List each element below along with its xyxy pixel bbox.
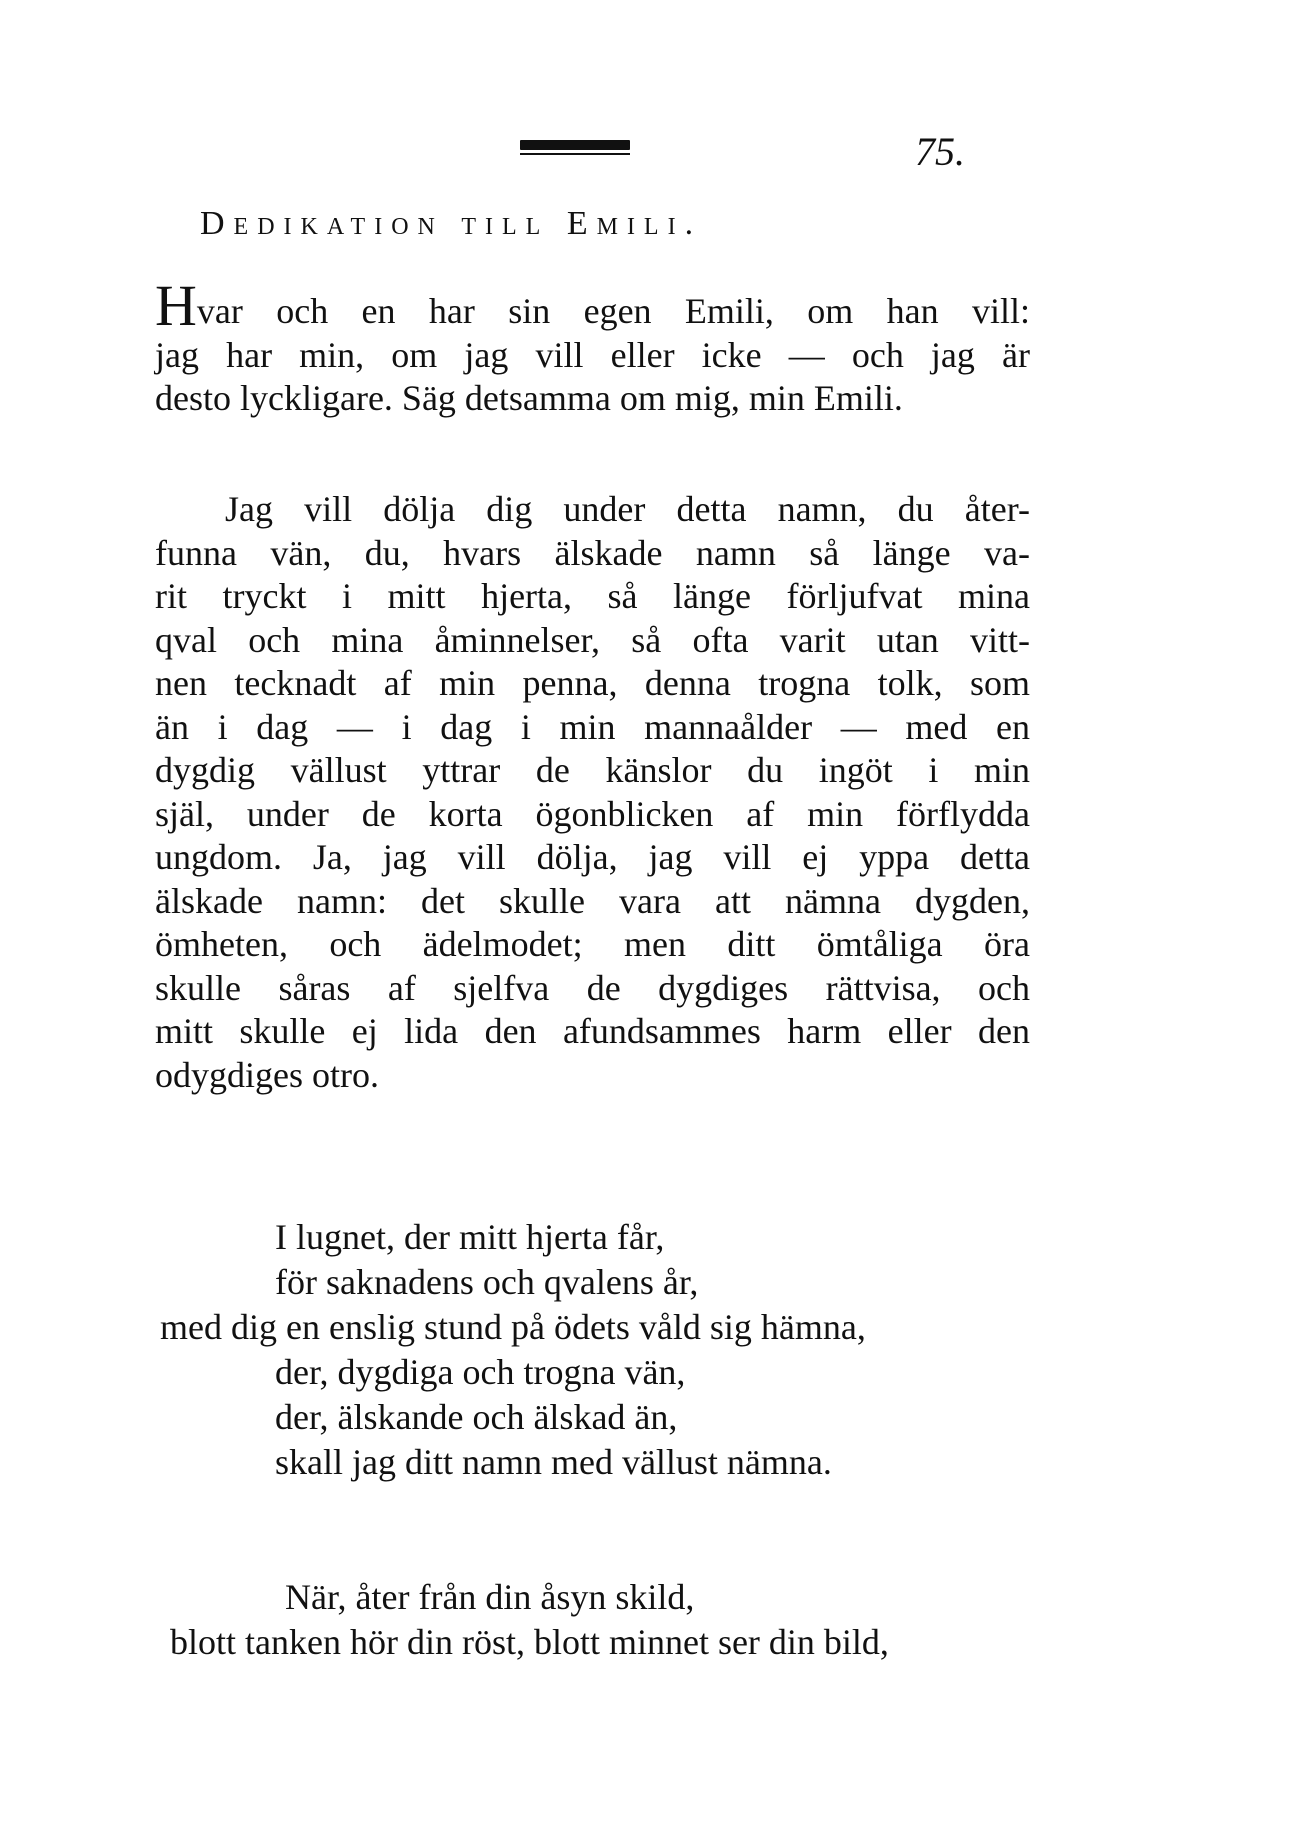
paragraph-line: funna vän, du, hvars älskade namn så länge va-: [155, 532, 1030, 573]
paragraph-line: rit tryckt i mitt hjerta, så länge förljufvat mina: [155, 576, 1030, 616]
page-title: Dedikation till Emili.: [200, 205, 703, 242]
paragraph-line: desto lyckligare. Säg detsamma om mig, min Emili.: [155, 378, 903, 418]
poem-stanza-1: [160, 1215, 1060, 1485]
paragraph-line: ungdom. Ja, jag vill dölja, jag vill ej yppa detta: [155, 837, 1030, 877]
paragraph-line: Hvar och en har sin egen Emili, om han vill:: [155, 273, 1030, 338]
paragraph-line: nen tecknadt af min penna, denna trogna tolk, som: [155, 663, 1030, 703]
paragraph-line: än i dag — i dag i min mannaålder — med en: [155, 706, 1030, 747]
poem-line: med dig en enslig stund på ödets våld sig hämna,: [160, 1307, 866, 1347]
poem-line: der, dygdiga och trogna vän,: [275, 1352, 686, 1392]
paragraph-line: skulle såras af sjelfva de dygdiges rättvisa, och: [155, 967, 1030, 1008]
paragraph-line: qval och mina åminnelser, så ofta varit utan vitt-: [155, 619, 1030, 660]
poem-line: I lugnet, der mitt hjerta får,: [275, 1217, 665, 1257]
paragraph-line: själ, under de korta ögonblicken af min förflydda: [155, 793, 1030, 834]
paragraph-line: älskade namn: det skulle vara att nämna dygden,: [155, 880, 1030, 921]
paragraph-line: dygdig vällust yttrar de känslor du ingöt i min: [155, 750, 1030, 790]
page-number: 75.: [915, 129, 965, 174]
paragraph-line: jag har min, om jag vill eller icke — och jag är: [155, 334, 1030, 375]
paragraph-1: [155, 273, 1030, 421]
drop-cap: H: [155, 273, 197, 338]
paragraph-2: [155, 488, 1030, 1097]
paragraph-line: odygdiges otro.: [155, 1054, 379, 1095]
paragraph-line: Jag vill dölja dig under detta namn, du åter-: [225, 489, 1030, 529]
poem-line: blott tanken hör din röst, blott minnet ser din bild,: [170, 1622, 889, 1662]
poem-line: för saknadens och qvalens år,: [275, 1262, 699, 1302]
header-rule: [520, 140, 630, 150]
poem-stanza-2: [170, 1575, 1070, 1665]
paragraph-line: ömheten, och ädelmodet; men ditt ömtåliga öra: [155, 924, 1030, 964]
paragraph-line: mitt skulle ej lida den afundsammes harm eller den: [155, 1011, 1030, 1051]
poem-line: der, älskande och älskad än,: [275, 1397, 678, 1437]
poem-line: När, åter från din åsyn skild,: [285, 1577, 695, 1617]
poem-line: skall jag ditt namn med vällust nämna.: [275, 1442, 832, 1482]
